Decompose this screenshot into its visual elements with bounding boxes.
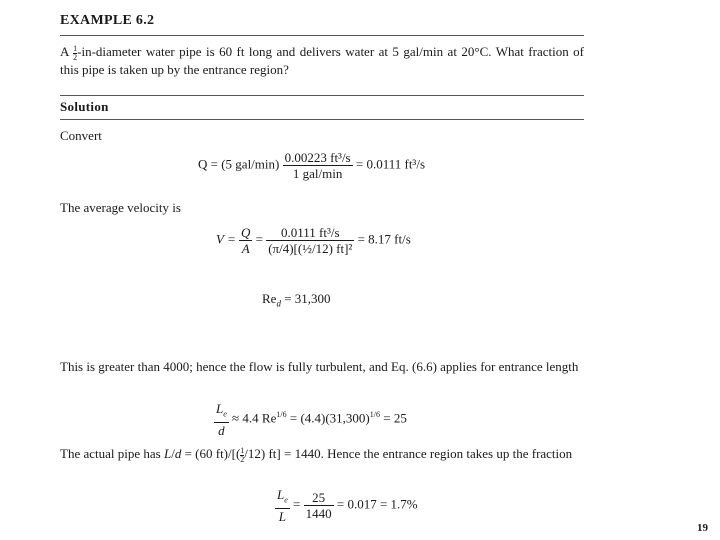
divider-top	[60, 35, 584, 36]
eq4-denominator: d	[218, 422, 225, 438]
eq5-le-sub: e	[284, 495, 288, 505]
eq2-numerator: 0.0111 ft³/s	[266, 225, 354, 241]
eq5-result: = 0.017 = 1.7%	[336, 496, 418, 512]
eq4-rhs2: = (4.4)(31,300)	[289, 410, 370, 426]
actual-pipe-text-b: = 1440. Hence the entrance region takes up the fraction	[284, 446, 573, 461]
eq2-qa-fraction	[239, 225, 252, 256]
eq5-lhs-fraction	[275, 487, 290, 524]
equation-fraction	[275, 487, 418, 524]
problem-text-a: A	[60, 44, 69, 59]
eq3-rhs: = 31,300	[284, 291, 331, 306]
eq1-denominator: 1 gal/min	[292, 166, 343, 181]
eq2-rhs: = 8.17 ft/s	[357, 231, 411, 247]
actual-pipe-text-a: The actual pipe has	[60, 446, 161, 461]
eq5-equals: =	[293, 496, 301, 512]
eq5-denominator: 1440	[305, 505, 332, 521]
half-fraction-2: $\frac{1}{2}$	[240, 445, 245, 464]
eq3-sub: d	[276, 298, 281, 309]
eq2-equals: =	[255, 231, 263, 247]
actual-pipe-paragraph: The actual pipe has L/d = (60 ft)/[( $\frac{1}{2}$ /12) ft] = 1440. Hence the entrance region takes up the fraction	[60, 445, 573, 464]
problem-statement	[60, 44, 584, 78]
equation-reynolds	[262, 291, 331, 309]
turbulent-paragraph: This is greater than 4000; hence the flow is fully turbulent, and Eq. (6.6) applies for entrance length	[60, 359, 579, 374]
page-number: 19	[697, 522, 708, 534]
eq2-fraction	[266, 225, 354, 256]
problem-text-b: -in-diameter water pipe is 60 ft long and delivers water at 5 gal/min at 20°C. What fraction of this pipe is taken up by the entrance region?	[60, 44, 585, 77]
eq2-a: A	[241, 241, 250, 256]
equation-flow-rate	[198, 150, 425, 181]
eq1-lhs: Q = (5 gal/min)	[198, 156, 280, 172]
equation-velocity	[216, 225, 411, 256]
eq2-denominator: (π/4)[(½/12) ft]²	[268, 241, 353, 256]
solution-heading: Solution	[60, 99, 109, 114]
divider-mid-2	[60, 119, 584, 120]
eq1-numerator: 0.00223 ft³/s	[284, 150, 351, 165]
half-fraction: $\frac{1}{2}$	[73, 43, 78, 62]
eq4-fraction	[214, 401, 229, 438]
eq4-result: = 25	[383, 410, 407, 426]
eq4-numerator	[214, 401, 229, 423]
eq5-lhs-denominator: L	[278, 508, 287, 524]
eq4-le: L	[216, 401, 224, 416]
eq5-le: L	[277, 487, 285, 502]
eq2-lhs: V =	[216, 231, 236, 247]
eq3-lhs: Re	[262, 291, 277, 306]
eq4-rhs: ≈ 4.4 Re	[232, 410, 277, 426]
eq5-fraction	[304, 490, 334, 521]
divider-mid-1	[60, 95, 584, 96]
avg-velocity-label: The average velocity is	[60, 200, 181, 215]
eq5-lhs-numerator	[275, 487, 290, 509]
eq4-rhs2-sup: 1/6	[369, 409, 380, 419]
eq1-fraction	[283, 150, 353, 181]
eq4-rhs-sup: 1/6	[276, 409, 287, 419]
eq4-le-sub: e	[223, 409, 227, 419]
eq2-q: Q	[240, 225, 251, 240]
eq5-numerator: 25	[304, 490, 334, 506]
equation-entrance-length	[214, 401, 407, 438]
eq1-rhs: = 0.0111 ft³/s	[355, 156, 426, 172]
example-title: EXAMPLE 6.2	[60, 13, 155, 28]
convert-label: Convert	[60, 128, 102, 143]
